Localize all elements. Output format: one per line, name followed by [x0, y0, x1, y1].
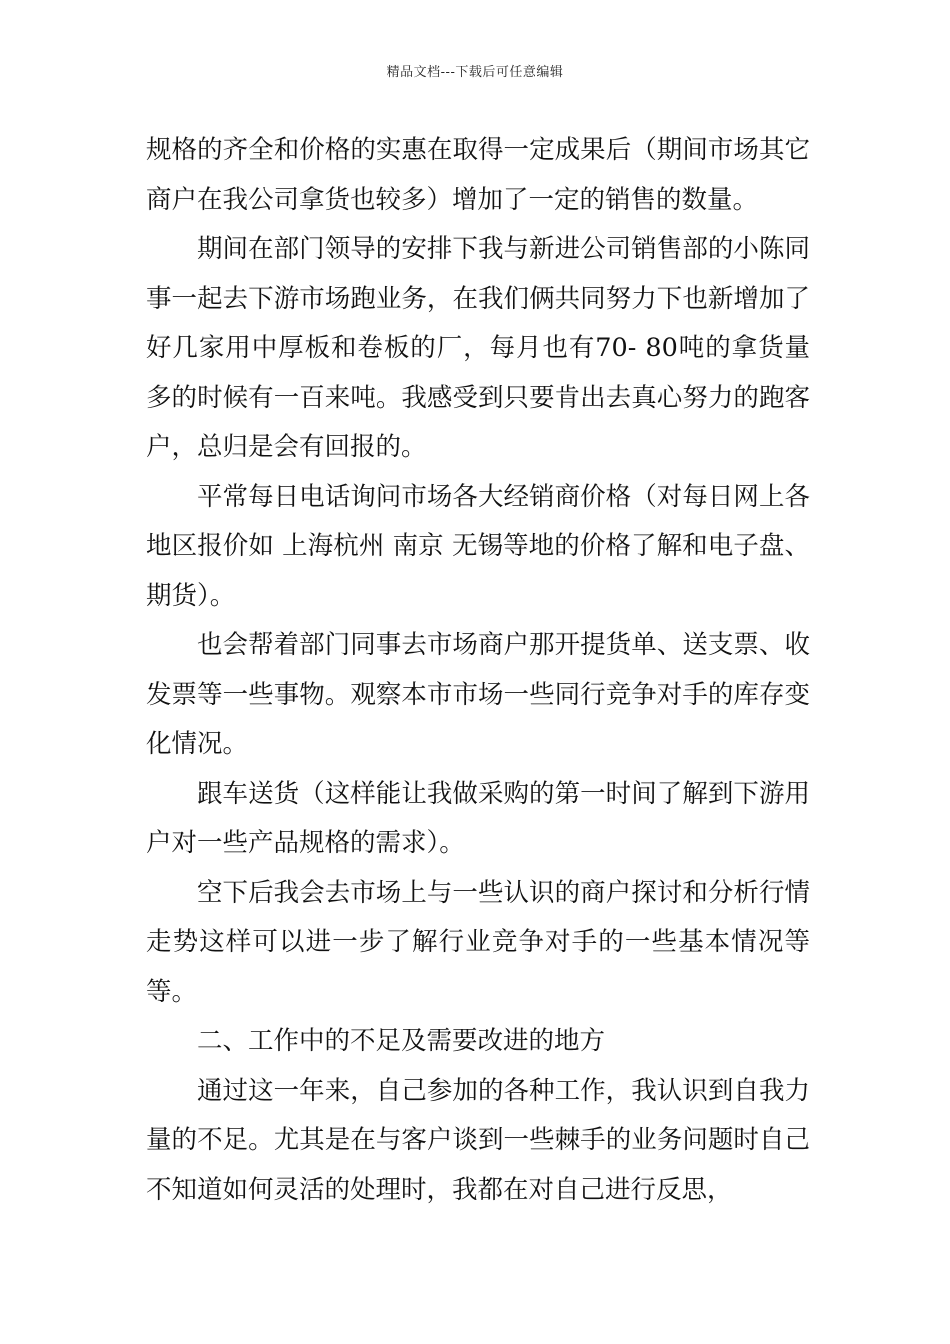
paragraph-1: 规格的齐全和价格的实惠在取得一定成果后（期间市场其它商户在我公司拿货也较多）增加了一定的销售的数量。 [146, 135, 810, 215]
document-body [146, 126, 810, 1215]
paragraph-3: 平常每日电话询问市场各大经销商价格（对每日网上各地区报价如 上海杭州 南京 无锡等地的价格了解和电子盘、期货）。 [146, 481, 810, 611]
paragraph-4: 也会帮着部门同事去市场商户那开提货单、送支票、收发票等一些事物。观察本市市场一些同行竞争对手的库存变化情况。 [146, 630, 810, 759]
section-heading: 二、工作中的不足及需要改进的地方 [197, 1026, 606, 1056]
page-header: 精品文档---下载后可任意编辑 [386, 65, 564, 80]
paragraph-5: 跟车送货（这样能让我做采购的第一时间了解到下游用户对一些产品规格的需求）。 [146, 778, 810, 858]
paragraph-6: 空下后我会去市场上与一些认识的商户探讨和分析行情走势这样可以进一步了解行业竞争对手的一些基本情况等等。 [146, 877, 810, 1007]
paragraph-7: 通过这一年来，自己参加的各种工作，我认识到自我力量的不足。尤其是在与客户谈到一些棘手的业务问题时自己不知道如何灵活的处理时，我都在对自己进行反思， [146, 1075, 810, 1205]
paragraph-2: 期间在部门领导的安排下我与新进公司销售部的小陈同事一起去下游市场跑业务，在我们俩共同努力下也新增加了好几家用中厚板和卷板的厂，每月也有70- 80吨的拿货量多的时候有一百来吨。我感受到只要肯出去真心努力的跑客户，总归是会有回报的。 [146, 234, 810, 462]
